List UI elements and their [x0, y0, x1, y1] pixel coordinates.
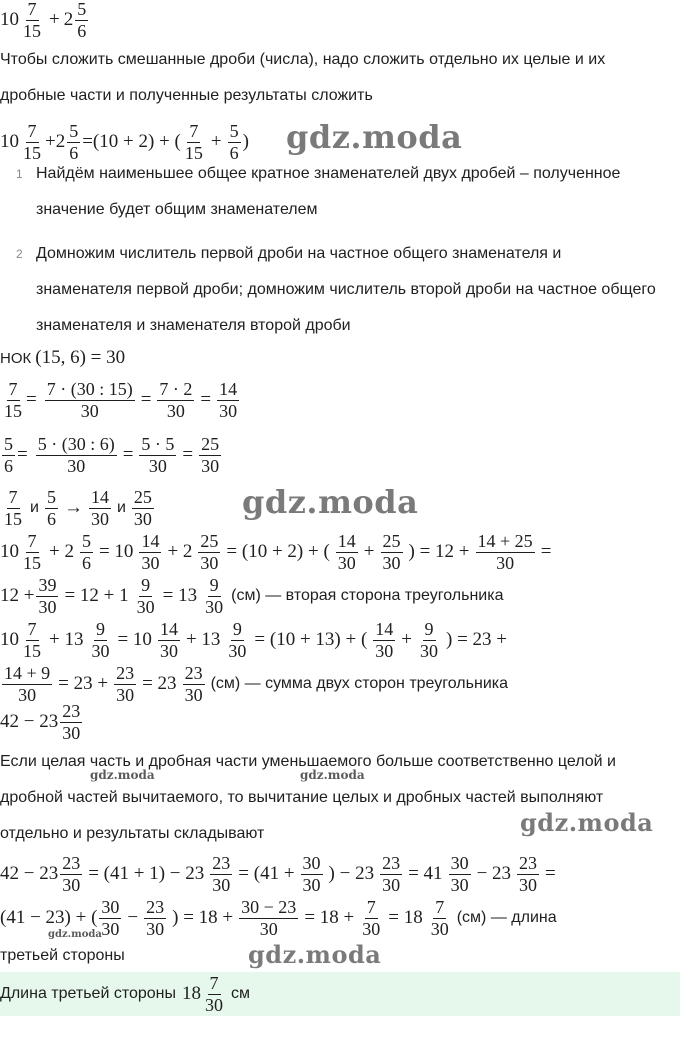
- operator: +2: [45, 131, 66, 152]
- fraction: $\frac{9}{30}$: [91, 618, 110, 661]
- fraction: 25 30: [133, 486, 152, 529]
- fraction: $\frac{5 \cdot 5}{30}$: [141, 433, 175, 476]
- watermark-logo: gdz.moda: [520, 808, 654, 837]
- fraction: 30 30: [101, 896, 120, 939]
- fraction: 7 15: [23, 530, 41, 573]
- fraction: $\frac{23}{30}$: [212, 852, 231, 895]
- sum-first-line1: 10 7 15 + 2 $\frac{5}{6}$ = 10 14 30 + 2 $\frac{25}{30}$ = (10 + 2) + ( 14 30 + $\frac{25}{30}$ ) = 12 + $\frac{14 + 25}{30}$ =: [0, 530, 552, 573]
- fraction: $\frac{14 + 9}{30}$: [4, 662, 51, 705]
- expression-text: =(10 + 2) + (: [82, 131, 181, 152]
- fraction: $\frac{5}{6}$: [69, 120, 79, 163]
- fraction: $\frac{7}{15}$: [4, 378, 22, 421]
- fraction: 7 15: [23, 0, 41, 41]
- fraction: $\frac{23}{30}$: [62, 852, 81, 895]
- answer-label: Длина третьей стороны: [0, 985, 177, 1002]
- fraction: 9 30: [205, 574, 224, 617]
- fraction: $\frac{9}{30}$: [228, 618, 247, 661]
- sum-first-caption: (см) — вторая сторона треугольника: [231, 587, 504, 604]
- arrow: →: [63, 497, 83, 518]
- watermark-logo-small: gdz.moda: [300, 768, 365, 782]
- step-1: [0, 156, 670, 228]
- sum-second-caption: (см) — сумма двух сторон треугольника: [210, 675, 508, 692]
- fraction: 23 30: [184, 662, 203, 705]
- step-2: [0, 236, 670, 344]
- fraction: $\frac{23}{30}$: [146, 896, 165, 939]
- fraction: 14 30: [337, 530, 356, 573]
- intro-text: Чтобы сложить смешанные дроби (числа), надо сложить отдельно их целые и их дробные части и полученные результаты сложить: [0, 51, 606, 104]
- answer-fraction: 7 30: [205, 972, 224, 1015]
- fraction: 30 30: [450, 852, 469, 895]
- fraction: $\frac{23}{30}$: [382, 852, 401, 895]
- fraction: $\frac{5 \cdot (30 : 6)}{30}$: [37, 433, 115, 476]
- step-text: Домножим числитель первой дроби на частное общего знаменателя и знаменателя первой дроби; домножим числитель второй дроби на частное общего знаменателя и знаменателя второй дроби: [36, 245, 656, 334]
- fraction: $\frac{5}{6}$: [229, 120, 239, 163]
- sum-second-line1: 10 7 15 + 13 $\frac{9}{30}$ = 10 14 30 + 13 $\frac{9}{30}$ = (10 + 13) + ( 14 30 + $\frac{9}{30}$ ) = 23 +: [0, 618, 508, 661]
- answer-box: [0, 972, 680, 1016]
- difference-line2: (41 − 23) + ( 30 30 − $\frac{23}{30}$ ) = 18 + $\frac{30 - 23}{30}$ = 18 + $\frac{7}{30}$ = 18 7 30 (см) — длина: [0, 896, 557, 939]
- answer-unit: см: [231, 985, 251, 1002]
- whole-part: 10: [0, 131, 19, 152]
- fraction: $\frac{23}{30}$: [116, 662, 135, 705]
- fraction: 7 30: [430, 896, 449, 939]
- whole-part: 10: [0, 9, 19, 30]
- watermark-logo-small: gdz.moda: [90, 768, 155, 782]
- watermark-logo: gdz.moda: [242, 483, 419, 521]
- difference-caption-end: третьей стороны: [0, 947, 125, 964]
- step-number: 1: [16, 167, 23, 181]
- fraction: 14 30: [159, 618, 178, 661]
- watermark-logo: gdz.moda: [248, 940, 382, 969]
- fraction: 5 6: [77, 0, 87, 41]
- step-number: 2: [16, 247, 23, 261]
- fraction: $\frac{7 \cdot 2}{30}$: [159, 378, 193, 421]
- lcm-label: НОК: [0, 349, 32, 367]
- fraction: 14 30: [141, 530, 160, 573]
- fraction: 23 30: [62, 700, 81, 743]
- step-text: Найдём наименьшее общее кратное знаменателей двух дробей – полученное значение будет общим знаменателем: [36, 165, 621, 218]
- fraction: $\frac{25}{30}$: [201, 433, 220, 476]
- rule-text: Если целая часть и дробная части уменьшаемого больше соответственно целой и дробной частей вычитаемого, то вычитание целых и дробных частей выполняют отдельно и результаты складывают: [0, 753, 616, 842]
- fraction: $\frac{30 - 23}{30}$: [241, 896, 297, 939]
- operator: +: [49, 9, 60, 30]
- sum-second-line2: $\frac{14 + 9}{30}$ = 23 + $\frac{23}{30}$ = 23 23 30 (см) — сумма двух сторон треугольника: [4, 662, 508, 705]
- fraction: $\frac{30}{30}$: [302, 852, 321, 895]
- fraction: $\frac{23}{30}$: [519, 852, 538, 895]
- whole-part: 2: [63, 9, 74, 30]
- watermark-logo: gdz.moda: [286, 118, 463, 156]
- fraction: $\frac{5}{6}$: [81, 530, 91, 573]
- difference-expression: 42 − 23 23 30: [0, 700, 81, 743]
- fraction: $\frac{9}{30}$: [420, 618, 439, 661]
- lcm-expression: (15, 6) = 30: [35, 347, 126, 368]
- fraction: $\frac{25}{30}$: [200, 530, 219, 573]
- fraction: $\frac{14 + 25}{30}$: [477, 530, 533, 573]
- answer-whole: 18: [182, 983, 202, 1004]
- fraction: $\frac{7}{30}$: [362, 896, 381, 939]
- fraction: $\frac{7 \cdot (30 : 15)}{30}$: [46, 378, 133, 421]
- fraction: $\frac{9}{30}$: [136, 574, 155, 617]
- conversion-second: $\frac{5}{6}$ = $\frac{5 \cdot (30 : 6)}{30}$ = $\frac{5 \cdot 5}{30}$ = $\frac{25}{30}$: [4, 433, 220, 476]
- lcm-line: [0, 340, 125, 376]
- sum-first-line2: 12 + $\frac{39}{30}$ = 12 + 1 $\frac{9}{30}$ = 13 9 30 (см) — вторая сторона треугольника: [0, 574, 504, 617]
- fraction: 7 15: [184, 120, 203, 163]
- watermark-logo-small: gdz.moda: [48, 929, 102, 940]
- fraction: 14 30: [90, 486, 109, 529]
- fraction: 5 6: [46, 486, 56, 529]
- difference-caption: (см) — длина: [456, 909, 557, 926]
- expression-text: ): [242, 131, 249, 152]
- fraction: 7 15: [23, 120, 41, 163]
- difference-line1: 42 − 23 $\frac{23}{30}$ = (41 + 1) − 23 $\frac{23}{30}$ = (41 + $\frac{30}{30}$ ) − 23 $\frac{23}{30}$ = 41 30 30 − 23 $\frac{23}{30}$ =: [0, 852, 556, 895]
- fraction: $\frac{39}{30}$: [38, 574, 57, 617]
- fraction: 7 15: [4, 486, 22, 529]
- conversion-result: [0, 486, 156, 530]
- fraction: $\frac{14}{30}$: [219, 378, 238, 421]
- fraction: 14 30: [375, 618, 394, 661]
- conjunction: и: [30, 499, 39, 516]
- operator: +: [210, 131, 222, 152]
- fraction: $\frac{5}{6}$: [4, 433, 13, 476]
- fraction: $\frac{25}{30}$: [382, 530, 401, 573]
- header-expression: [0, 0, 90, 42]
- conjunction: и: [116, 499, 126, 516]
- fraction: 7 15: [23, 618, 41, 661]
- conversion-first: $\frac{7}{15}$ = $\frac{7 \cdot (30 : 15)}{30}$ = $\frac{7 \cdot 2}{30}$ = $\frac{14}{30}$: [4, 378, 238, 421]
